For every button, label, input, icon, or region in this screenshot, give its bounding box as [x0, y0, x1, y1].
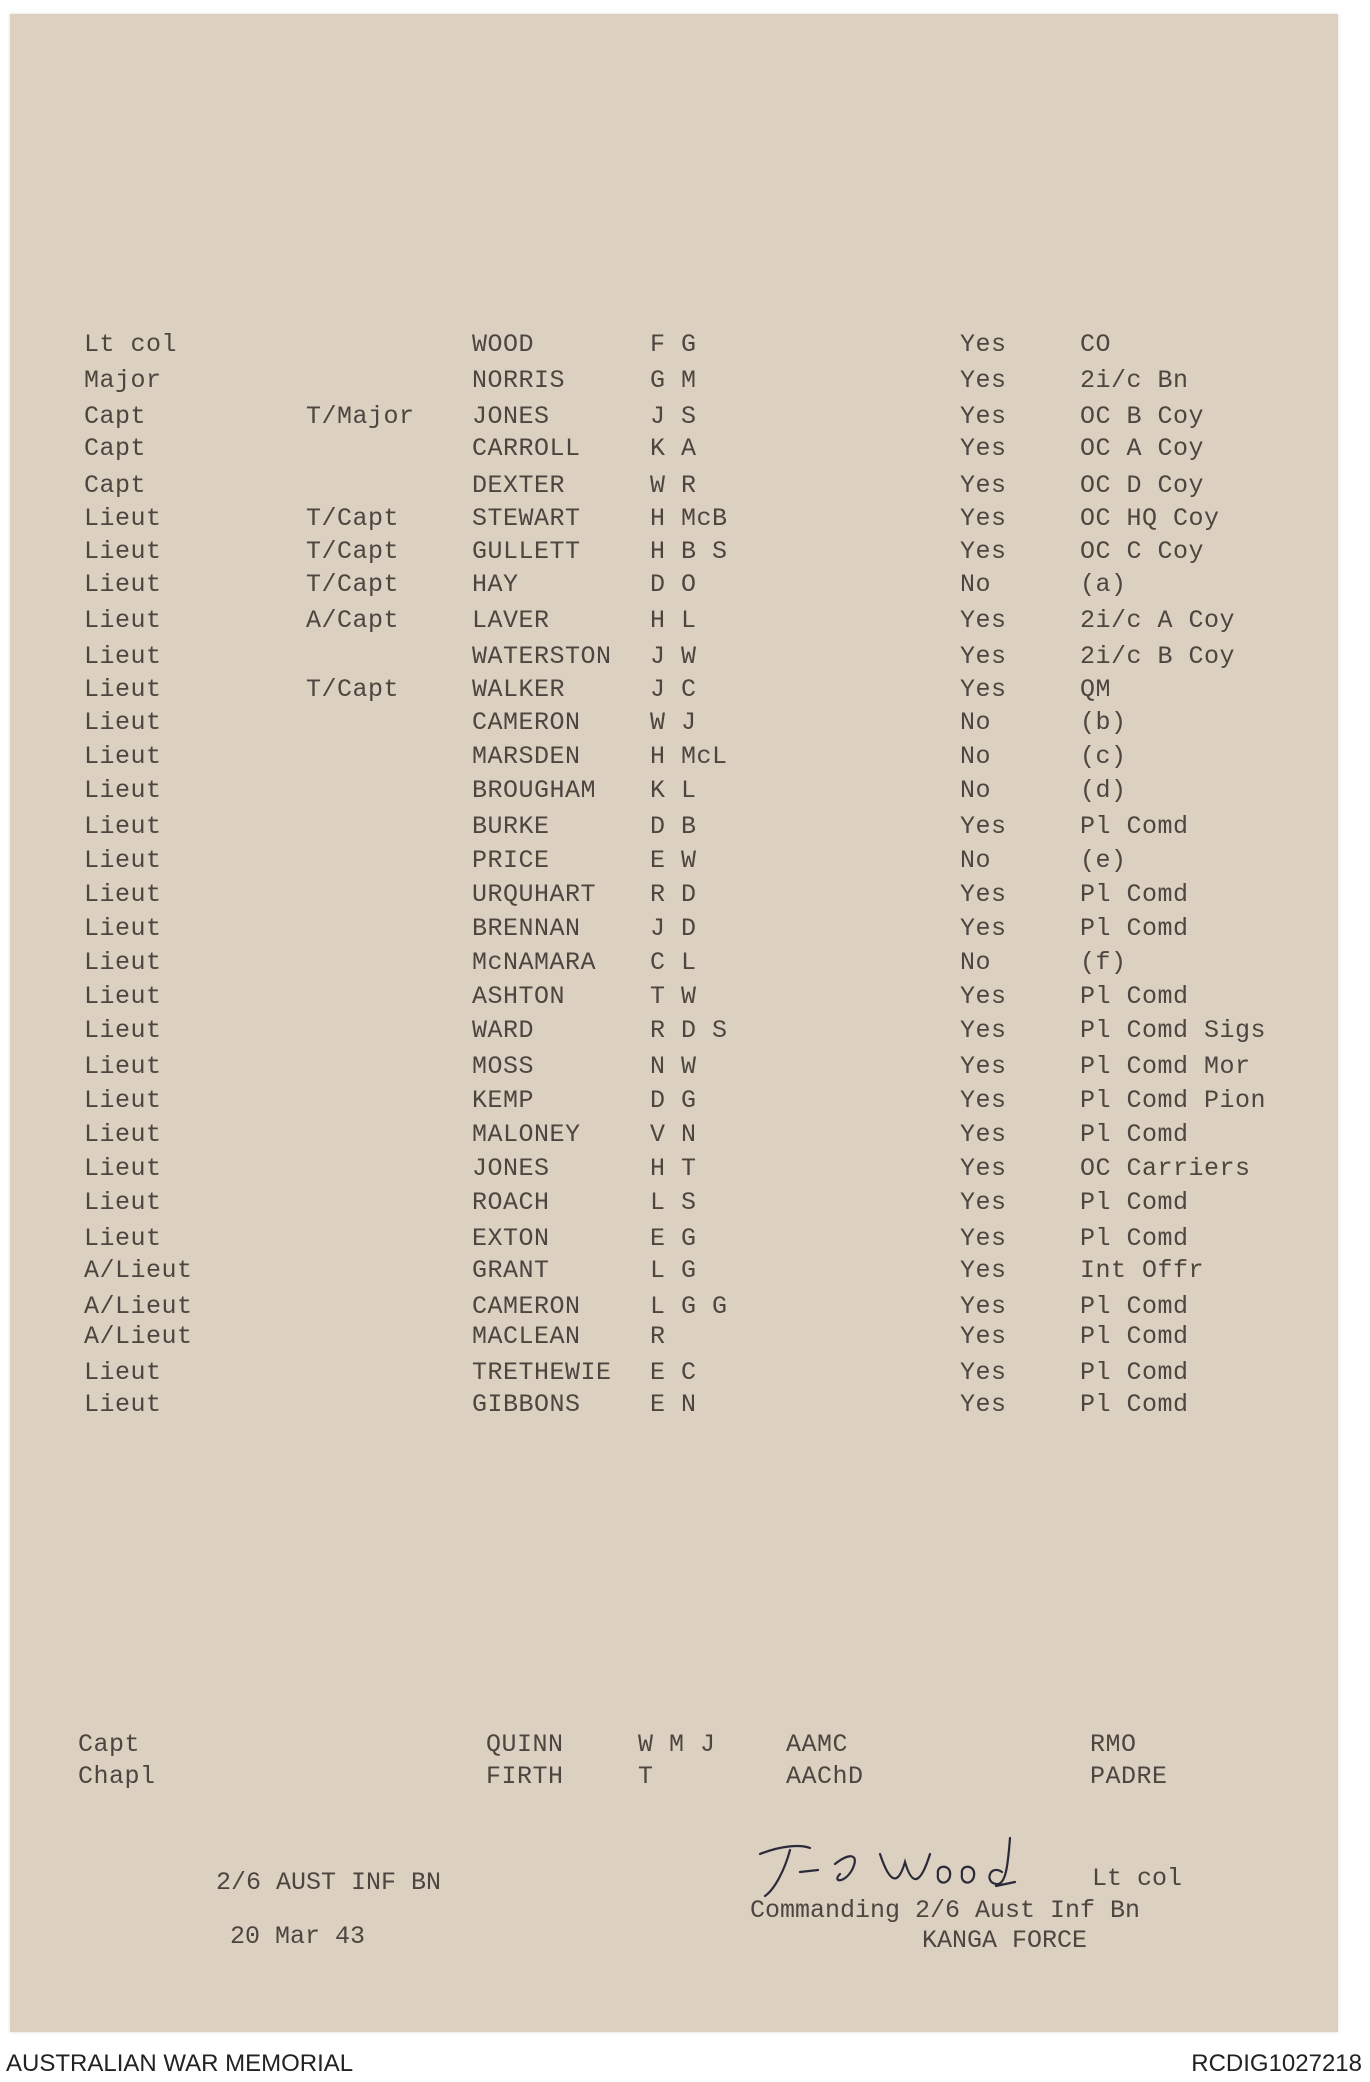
officer-rank: Lieut	[84, 742, 162, 771]
officer-rank: Lieut	[84, 1154, 162, 1183]
eligibility: Yes	[960, 402, 1007, 431]
officer-appointment: Pl Comd Pion	[1080, 1086, 1267, 1115]
eligibility: Yes	[960, 366, 1007, 395]
officer-rank: Lieut	[84, 1052, 162, 1081]
officer-appointment: CO	[1080, 330, 1112, 359]
roster-row	[10, 880, 1338, 914]
roster-row	[10, 1052, 1338, 1086]
officer-rank: Major	[84, 366, 162, 395]
officer-surname: URQUHART	[472, 880, 597, 909]
document-date: 20 Mar 43	[230, 1922, 366, 1951]
officer-appointment: Pl Comd	[1080, 880, 1189, 909]
officer-surname: WARD	[472, 1016, 535, 1045]
eligibility: Yes	[960, 1322, 1007, 1351]
roster-row	[10, 1322, 1338, 1356]
eligibility: Yes	[960, 434, 1007, 463]
officer-surname: DEXTER	[472, 471, 566, 500]
officer-initials: J C	[650, 675, 697, 704]
officer-surname: JONES	[472, 1154, 550, 1183]
officer-appointment: (b)	[1080, 708, 1127, 737]
eligibility: Yes	[960, 880, 1007, 909]
officer-rank: Capt	[78, 1730, 141, 1759]
officer-initials: R	[650, 1322, 666, 1351]
eligibility: Yes	[960, 914, 1007, 943]
officer-rank: Lieut	[84, 982, 162, 1011]
officer-surname: MARSDEN	[472, 742, 581, 771]
eligibility: Yes	[960, 1052, 1007, 1081]
officer-appointment: Pl Comd	[1080, 1390, 1189, 1419]
roster-row	[10, 982, 1338, 1016]
eligibility: Yes	[960, 642, 1007, 671]
officer-appointment: Pl Comd	[1080, 1188, 1189, 1217]
officer-rank: Lieut	[84, 1390, 162, 1419]
eligibility: Yes	[960, 504, 1007, 533]
officer-appointment: Pl Comd Sigs	[1080, 1016, 1267, 1045]
officer-appointment: OC Carriers	[1080, 1154, 1251, 1183]
officer-initials: H L	[650, 606, 697, 635]
officer-surname: FIRTH	[486, 1762, 564, 1791]
officer-appointment: OC HQ Coy	[1080, 504, 1220, 533]
officer-rank: Lieut	[84, 570, 162, 599]
officer-surname: PRICE	[472, 846, 550, 875]
roster-row	[10, 1292, 1338, 1326]
officer-surname: MACLEAN	[472, 1322, 581, 1351]
officer-surname: WATERSTON	[472, 642, 612, 671]
officer-initials: G M	[650, 366, 697, 395]
officer-initials: C L	[650, 948, 697, 977]
archive-id: RCDIG1027218	[1191, 2050, 1362, 2077]
officer-appointment: Int Offr	[1080, 1256, 1205, 1285]
officer-surname: GIBBONS	[472, 1390, 581, 1419]
eligibility: Yes	[960, 982, 1007, 1011]
eligibility: Yes	[960, 1120, 1007, 1149]
roster-row	[10, 1224, 1338, 1258]
roster-row	[10, 776, 1338, 810]
eligibility: No	[960, 708, 992, 737]
officer-surname: CAMERON	[472, 1292, 581, 1321]
roster-row	[10, 434, 1338, 468]
officer-appointment: Pl Comd	[1080, 812, 1189, 841]
roster-row	[10, 642, 1338, 676]
signatory-rank: Lt col	[1092, 1864, 1183, 1893]
officer-surname: CAMERON	[472, 708, 581, 737]
officer-rank: Lt col	[84, 330, 178, 359]
officer-initials: E N	[650, 1390, 697, 1419]
officer-surname: EXTON	[472, 1224, 550, 1253]
officer-appointment: Pl Comd	[1080, 914, 1189, 943]
eligibility: Yes	[960, 1390, 1007, 1419]
roster-row	[10, 1256, 1338, 1290]
roster-row	[10, 675, 1338, 709]
officer-appointment: RMO	[1090, 1730, 1137, 1759]
officer-rank: Lieut	[84, 537, 162, 566]
officer-rank: Lieut	[84, 948, 162, 977]
eligibility: Yes	[960, 812, 1007, 841]
officer-corps: AAChD	[786, 1762, 864, 1791]
officer-initials: K A	[650, 434, 697, 463]
signatory-force: KANGA FORCE	[922, 1926, 1088, 1955]
officer-initials: W M J	[638, 1730, 716, 1759]
officer-appointment: OC B Coy	[1080, 402, 1205, 431]
officer-surname: WOOD	[472, 330, 535, 359]
archive-name: AUSTRALIAN WAR MEMORIAL	[6, 2050, 354, 2077]
temporary-rank: T/Capt	[306, 504, 400, 533]
roster-row	[10, 1358, 1338, 1392]
roster-row	[10, 606, 1338, 640]
signatory-title: Commanding 2/6 Aust Inf Bn	[750, 1896, 1141, 1925]
eligibility: Yes	[960, 1016, 1007, 1045]
roster-row	[10, 1016, 1338, 1050]
officer-rank: Chapl	[78, 1762, 156, 1791]
officer-initials: V N	[650, 1120, 697, 1149]
roster-row	[10, 1154, 1338, 1188]
unit-name: 2/6 AUST INF BN	[216, 1868, 442, 1897]
eligibility: No	[960, 846, 992, 875]
officer-initials: E W	[650, 846, 697, 875]
officer-surname: JONES	[472, 402, 550, 431]
officer-surname: KEMP	[472, 1086, 535, 1115]
temporary-rank: T/Capt	[306, 537, 400, 566]
officer-initials: N W	[650, 1052, 697, 1081]
eligibility: Yes	[960, 1188, 1007, 1217]
officer-initials: L G	[650, 1256, 697, 1285]
officer-initials: E G	[650, 1224, 697, 1253]
officer-surname: McNAMARA	[472, 948, 597, 977]
officer-appointment: Pl Comd	[1080, 1358, 1189, 1387]
officer-appointment: Pl Comd	[1080, 982, 1189, 1011]
officer-surname: WALKER	[472, 675, 566, 704]
officer-surname: ROACH	[472, 1188, 550, 1217]
roster-row	[10, 330, 1338, 364]
officer-initials: F G	[650, 330, 697, 359]
temporary-rank: T/Capt	[306, 675, 400, 704]
officer-appointment: Pl Comd	[1080, 1292, 1189, 1321]
eligibility: Yes	[960, 471, 1007, 500]
officer-rank: Lieut	[84, 1224, 162, 1253]
officer-rank: Lieut	[84, 606, 162, 635]
eligibility: Yes	[960, 675, 1007, 704]
eligibility: No	[960, 742, 992, 771]
officer-appointment: 2i/c Bn	[1080, 366, 1189, 395]
officer-initials: H McL	[650, 742, 728, 771]
roster-row	[10, 1120, 1338, 1154]
officer-initials: E C	[650, 1358, 697, 1387]
officer-initials: T	[638, 1762, 654, 1791]
eligibility: Yes	[960, 1256, 1007, 1285]
roster-row	[10, 708, 1338, 742]
officer-initials: D O	[650, 570, 697, 599]
officer-surname: MOSS	[472, 1052, 535, 1081]
officer-appointment: PADRE	[1090, 1762, 1168, 1791]
roster-row	[10, 570, 1338, 604]
officer-appointment: 2i/c B Coy	[1080, 642, 1236, 671]
officer-appointment: (d)	[1080, 776, 1127, 805]
temporary-rank: A/Capt	[306, 606, 400, 635]
attached-row	[10, 1762, 1338, 1796]
officer-rank: Lieut	[84, 914, 162, 943]
officer-appointment: OC C Coy	[1080, 537, 1205, 566]
officer-rank: Lieut	[84, 642, 162, 671]
roster-row	[10, 742, 1338, 776]
signature-mark	[740, 1824, 1040, 1904]
eligibility: Yes	[960, 330, 1007, 359]
roster-row	[10, 402, 1338, 436]
officer-appointment: Pl Comd	[1080, 1224, 1189, 1253]
roster-row	[10, 1086, 1338, 1120]
officer-surname: ASHTON	[472, 982, 566, 1011]
eligibility: Yes	[960, 1358, 1007, 1387]
officer-initials: T W	[650, 982, 697, 1011]
eligibility: No	[960, 948, 992, 977]
eligibility: Yes	[960, 1154, 1007, 1183]
officer-initials: R D S	[650, 1016, 728, 1045]
officer-appointment: Pl Comd	[1080, 1322, 1189, 1351]
officer-surname: LAVER	[472, 606, 550, 635]
officer-rank: Lieut	[84, 1086, 162, 1115]
officer-surname: MALONEY	[472, 1120, 581, 1149]
officer-initials: H T	[650, 1154, 697, 1183]
officer-appointment: (f)	[1080, 948, 1127, 977]
officer-rank: Capt	[84, 471, 147, 500]
roster-row	[10, 1188, 1338, 1222]
eligibility: Yes	[960, 1086, 1007, 1115]
document-page	[10, 14, 1338, 2032]
officer-initials: D B	[650, 812, 697, 841]
officer-surname: NORRIS	[472, 366, 566, 395]
officer-initials: K L	[650, 776, 697, 805]
officer-initials: L S	[650, 1188, 697, 1217]
eligibility: Yes	[960, 1224, 1007, 1253]
officer-rank: A/Lieut	[84, 1256, 193, 1285]
officer-surname: STEWART	[472, 504, 581, 533]
attached-row	[10, 1730, 1338, 1764]
roster-row	[10, 812, 1338, 846]
officer-appointment: QM	[1080, 675, 1112, 704]
officer-appointment: (e)	[1080, 846, 1127, 875]
officer-surname: CARROLL	[472, 434, 581, 463]
officer-rank: Lieut	[84, 1358, 162, 1387]
officer-initials: R D	[650, 880, 697, 909]
eligibility: No	[960, 570, 992, 599]
eligibility: Yes	[960, 1292, 1007, 1321]
officer-surname: GRANT	[472, 1256, 550, 1285]
officer-appointment: OC D Coy	[1080, 471, 1205, 500]
eligibility: Yes	[960, 606, 1007, 635]
officer-rank: Lieut	[84, 1016, 162, 1045]
officer-rank: Capt	[84, 434, 147, 463]
archive-footer	[0, 2046, 1370, 2082]
roster-row	[10, 537, 1338, 571]
roster-row	[10, 1390, 1338, 1424]
roster-row	[10, 948, 1338, 982]
officer-appointment: Pl Comd Mor	[1080, 1052, 1251, 1081]
officer-rank: Capt	[84, 402, 147, 431]
eligibility: Yes	[960, 537, 1007, 566]
officer-initials: J S	[650, 402, 697, 431]
officer-surname: BRENNAN	[472, 914, 581, 943]
officer-surname: HAY	[472, 570, 519, 599]
officer-initials: W J	[650, 708, 697, 737]
officer-surname: QUINN	[486, 1730, 564, 1759]
roster-row	[10, 471, 1338, 505]
officer-surname: BROUGHAM	[472, 776, 597, 805]
officer-appointment: 2i/c A Coy	[1080, 606, 1236, 635]
officer-rank: Lieut	[84, 708, 162, 737]
officer-initials: L G G	[650, 1292, 728, 1321]
roster-row	[10, 504, 1338, 538]
officer-rank: Lieut	[84, 846, 162, 875]
officer-appointment: (a)	[1080, 570, 1127, 599]
officer-initials: H McB	[650, 504, 728, 533]
officer-rank: Lieut	[84, 812, 162, 841]
officer-surname: GULLETT	[472, 537, 581, 566]
officer-rank: A/Lieut	[84, 1322, 193, 1351]
officer-appointment: (c)	[1080, 742, 1127, 771]
officer-surname: TRETHEWIE	[472, 1358, 612, 1387]
officer-rank: Lieut	[84, 880, 162, 909]
officer-rank: Lieut	[84, 776, 162, 805]
officer-surname: BURKE	[472, 812, 550, 841]
officer-rank: Lieut	[84, 1188, 162, 1217]
officer-initials: J D	[650, 914, 697, 943]
eligibility: No	[960, 776, 992, 805]
temporary-rank: T/Major	[306, 402, 415, 431]
officer-appointment: Pl Comd	[1080, 1120, 1189, 1149]
roster-row	[10, 366, 1338, 400]
officer-initials: W R	[650, 471, 697, 500]
roster-row	[10, 914, 1338, 948]
officer-rank: Lieut	[84, 675, 162, 704]
temporary-rank: T/Capt	[306, 570, 400, 599]
officer-appointment: OC A Coy	[1080, 434, 1205, 463]
officer-initials: D G	[650, 1086, 697, 1115]
officer-rank: A/Lieut	[84, 1292, 193, 1321]
roster-row	[10, 846, 1338, 880]
officer-rank: Lieut	[84, 504, 162, 533]
officer-initials: J W	[650, 642, 697, 671]
officer-initials: H B S	[650, 537, 728, 566]
officer-rank: Lieut	[84, 1120, 162, 1149]
officer-corps: AAMC	[786, 1730, 849, 1759]
